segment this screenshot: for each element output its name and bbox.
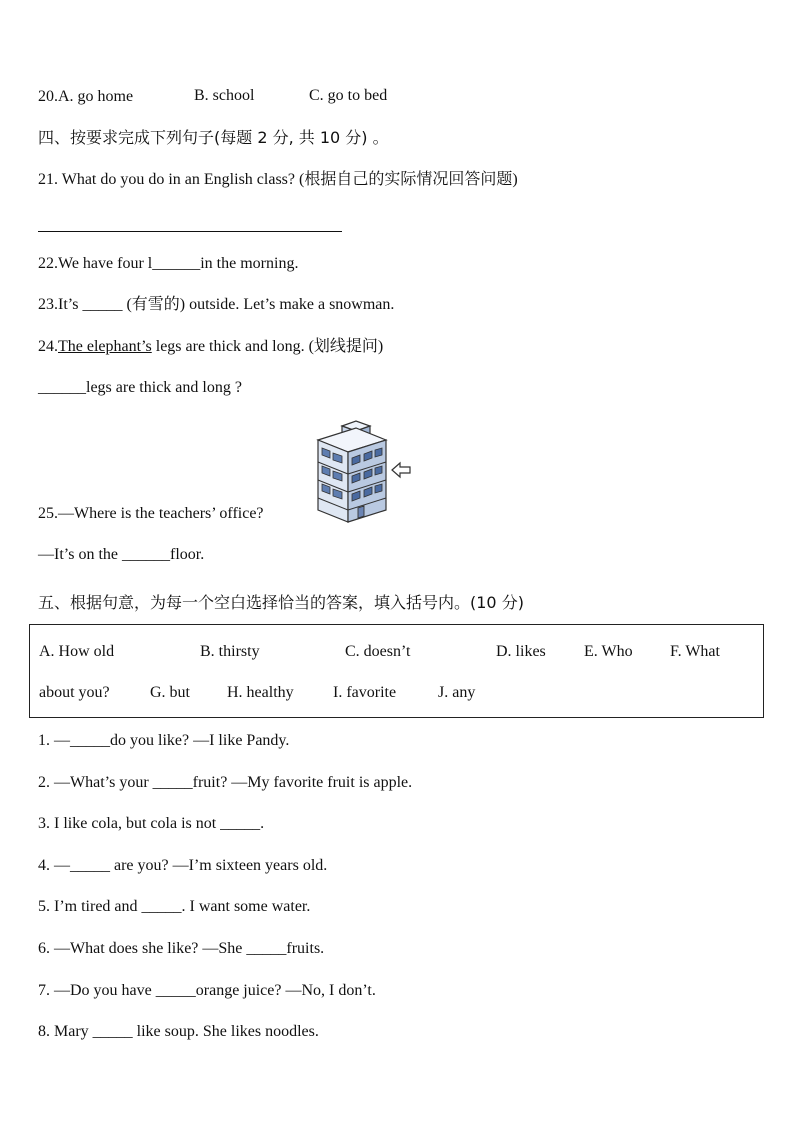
option-j: J. any [438, 684, 476, 701]
section5-title: 五、根据句意，为每一个空白选择恰当的答案，填入括号内。(10 分) [38, 593, 524, 612]
section4-title: 四、按要求完成下列句子(每题 2 分, 共 10 分) 。 [38, 128, 389, 147]
q20-option-b: B. school [194, 87, 255, 104]
option-b: B. thirsty [200, 643, 260, 660]
option-f: F. What [670, 643, 720, 660]
q25-question: 25.—Where is the teachers’ office? [38, 505, 264, 522]
q20-option-c: C. go to bed [309, 87, 388, 104]
q24-underlined: The elephant’s [58, 338, 152, 355]
q24-prefix: 24. [38, 338, 58, 355]
option-f-continued: about you? [39, 684, 110, 701]
q20-row [38, 87, 133, 107]
option-c: C. doesn’t [345, 643, 411, 660]
option-h: H. healthy [227, 684, 294, 701]
item-4: 4. —_____ are you? —I’m sixteen years old. [38, 857, 328, 874]
q24-rest: legs are thick and long. (划线提问) [151, 338, 384, 355]
q20-number: 20. [38, 88, 58, 105]
q23-text: 23.It’s _____ (有雪的) outside. Let’s make a snowman. [38, 296, 395, 313]
building-with-arrow-icon [312, 418, 414, 524]
option-e: E. Who [584, 643, 633, 660]
option-a: A. How old [39, 643, 115, 660]
item-7: 7. —Do you have _____orange juice? —No, I don’t. [38, 982, 376, 999]
q22-text: 22.We have four l______in the morning. [38, 255, 299, 272]
q24-text [38, 337, 383, 357]
item-5: 5. I’m tired and _____. I want some water. [38, 898, 311, 915]
q21-answer-line[interactable] [38, 231, 342, 232]
options-box [29, 624, 764, 718]
item-6: 6. —What does she like? —She _____fruits. [38, 940, 325, 957]
q25-answer: —It’s on the ______floor. [38, 546, 205, 563]
item-2: 2. —What’s your _____fruit? —My favorite fruit is apple. [38, 774, 413, 791]
option-i: I. favorite [333, 684, 397, 701]
option-d: D. likes [496, 643, 546, 660]
item-3: 3. I like cola, but cola is not _____. [38, 815, 265, 832]
option-g: G. but [150, 684, 190, 701]
item-8: 8. Mary _____ like soup. She likes noodles. [38, 1023, 319, 1040]
item-1: 1. —_____do you like? —I like Pandy. [38, 732, 290, 749]
q24-answer: ______legs are thick and long ? [38, 379, 242, 396]
q20-option-a: A. go home [58, 88, 134, 105]
q21-text: 21. What do you do in an English class? (根据自己的实际情况回答问题) [38, 171, 518, 188]
